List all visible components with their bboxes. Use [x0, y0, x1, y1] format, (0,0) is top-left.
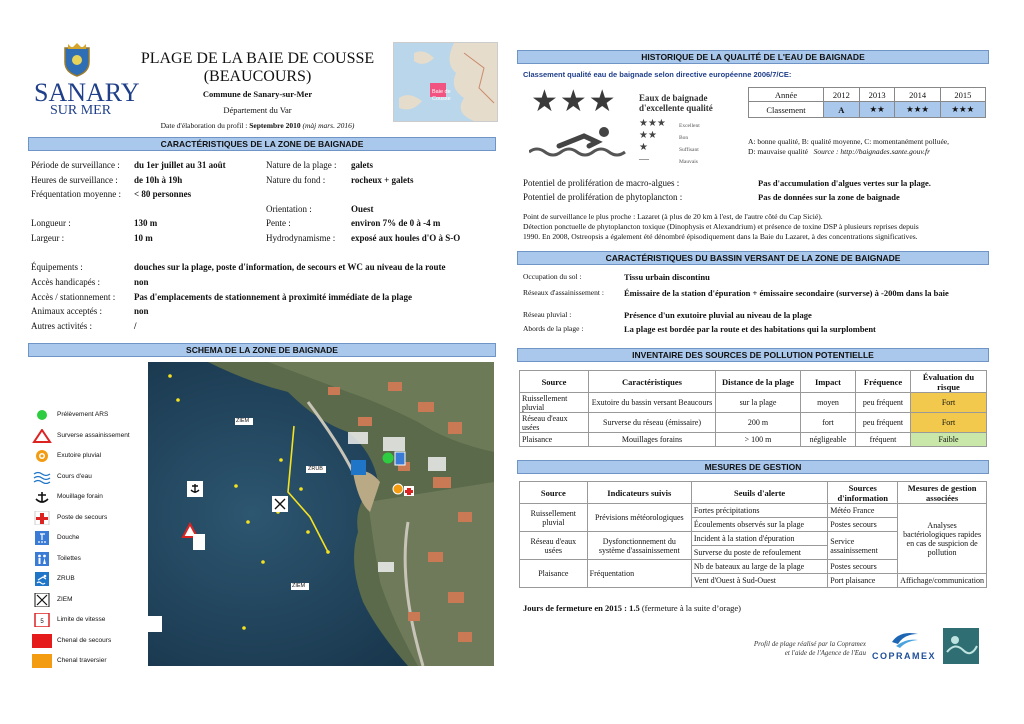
inv-impact: négligeable: [801, 433, 856, 447]
inv-risque: Fort: [911, 393, 987, 413]
classement-header-cell: 2012: [824, 88, 860, 102]
mes-mesure-last: Affichage/communication: [898, 574, 987, 588]
mes-mesure-main: Analyses bactériologiques rapides en cas de suspicion de pollution: [898, 504, 987, 574]
green-dot-icon: [32, 408, 52, 422]
para-line2: Détection ponctuelle de phytoplancton toxique (Dinophysis et Alexandrium) et présence de toxine DSP à plusieurs reprises depuis: [523, 222, 919, 231]
classement-header-cell: 2015: [940, 88, 985, 102]
frequentation-label: Fréquentation moyenne :: [31, 189, 121, 199]
hydro-value: exposé aux houles d'O à S-O: [351, 233, 461, 243]
pente-label: Pente :: [266, 218, 291, 228]
fermeture-note: (fermeture à la suite d’orage): [641, 603, 741, 613]
classement-value: ★★★: [895, 102, 940, 118]
macro-label: Potentiel de prolifération de macro-algues :: [523, 178, 680, 188]
credit: [700, 640, 866, 658]
copramex-text: COPRAMEX: [872, 651, 937, 661]
mes-seuil: Incident à la station d'épuration: [691, 532, 827, 546]
mes-col-header: Seuils d'alerte: [691, 482, 827, 504]
mes-seuil: Écoulements observés sur la plage: [691, 518, 827, 532]
mes-info: Postes secours: [828, 560, 898, 574]
pluvial-label: Réseau pluvial :: [523, 310, 572, 319]
mes-seuil: Fortes précipitations: [691, 504, 827, 518]
legend-label: Cours d'eau: [57, 473, 92, 480]
legend-label: Surverse assainissement: [57, 432, 130, 439]
heures-value: de 10h à 19h: [134, 175, 183, 185]
mes-indicateur: Dysfonctionnement du système d'assainissement: [587, 532, 691, 560]
inv-col-header: Évaluation du risque: [911, 371, 987, 393]
assainissement-label: Réseaux d'assainissement :: [523, 288, 604, 297]
carac-heading: CARACTÉRISTIQUES DE LA ZONE DE BAIGNADE: [28, 137, 496, 151]
autres-value: /: [134, 321, 137, 331]
para-line3: 1990. En 2008, Ostreopsis a également été dénombré épisodiquement dans la Baie du Lazaret, à des concentrations significatives.: [523, 232, 918, 241]
level-bon: Bon: [679, 135, 689, 141]
location-map-label: Baie de Cousse: [432, 89, 451, 102]
fermeture-value: 1.5: [629, 603, 640, 613]
inventaire-table: [519, 370, 987, 447]
aerial-map: [148, 362, 494, 666]
classement-row-label: Classement: [749, 102, 824, 118]
classement-header-row: [749, 88, 986, 102]
periode-value: du 1er juillet au 31 août: [134, 160, 226, 170]
note-line2: D: mauvaise qualité: [748, 147, 808, 156]
quality-legend: [523, 85, 733, 165]
warning-triangle-icon: [32, 429, 52, 443]
mes-source: Ruissellement pluvial: [520, 504, 588, 532]
classement-header-cell: 2014: [895, 88, 940, 102]
acces-value: Pas d'emplacements de stationnement à proximité immédiate de la plage: [134, 292, 413, 302]
nature-plage-label: Nature de la plage :: [266, 160, 337, 170]
schema-heading: SCHEMA DE LA ZONE DE BAIGNADE: [28, 343, 496, 357]
inv-frequence: peu fréquent: [856, 393, 911, 413]
inv-frequence: peu fréquent: [856, 413, 911, 433]
inventaire-header-row: [520, 371, 987, 393]
map-ziem-label-2: ZIEM: [292, 583, 306, 589]
inv-carac: Mouillages forains: [589, 433, 716, 447]
nature-fond-label: Nature du fond :: [266, 175, 326, 185]
macro-value: Pas d'accumulation d'algues vertes sur la plage.: [758, 178, 931, 188]
inv-carac: Surverse du réseau (émissaire): [589, 413, 716, 433]
credit-line1: Profil de plage réalisé par la Copramex: [753, 640, 866, 648]
mes-col-header: Indicateurs suivis: [587, 482, 691, 504]
largeur-label: Largeur :: [31, 233, 65, 243]
inv-distance: sur la plage: [716, 393, 801, 413]
legend-label: ZRUB: [57, 575, 75, 582]
legend-label: ZIEM: [57, 596, 73, 603]
bassin-heading: CARACTÉRISTIQUES DU BASSIN VERSANT DE LA ZONE DE BAIGNADE: [517, 251, 989, 265]
svg-text:5: 5: [40, 619, 44, 625]
legend-rating-stars-icon: ★★★ ★★ ★ —: [639, 118, 666, 165]
swimmer-icon: [32, 572, 52, 586]
copramex-swirl-icon: [890, 628, 920, 650]
coat-of-arms-icon: [62, 42, 92, 78]
equip-label: Équipements :: [31, 262, 83, 272]
orientation-label: Orientation :: [266, 204, 312, 214]
legend-label: Douche: [57, 534, 80, 541]
mes-source: Plaisance: [520, 560, 588, 588]
aerial-map-drawing: [148, 362, 494, 666]
ziem-icon: [32, 593, 52, 607]
date-suffix: (màj mars. 2016): [302, 121, 355, 130]
outlet-icon: [32, 449, 52, 463]
inv-impact: moyen: [801, 393, 856, 413]
classement-value: ★★★: [940, 102, 985, 118]
table-row: [520, 504, 987, 518]
commune-label: Commune de Sanary-sur-Mer: [202, 89, 313, 99]
date-line: [135, 121, 380, 130]
legend-title: [639, 93, 713, 113]
phyto-value: Pas de données sur la zone de baignade: [758, 192, 900, 202]
classement-values-row: [749, 102, 986, 118]
sanary-logo: [28, 40, 140, 120]
location-map-drawing: [394, 43, 497, 121]
big-stars-icon: ★★★: [531, 85, 618, 118]
mesures-heading: MESURES DE GESTION: [517, 460, 989, 474]
credit-line2: et l'aide de l'Agence de l'Eau: [784, 649, 866, 657]
agence-eau-icon: [943, 628, 979, 664]
mesures-table: [519, 481, 987, 588]
logo-line2: SUR MER: [50, 103, 112, 118]
phyto-paragraph: [523, 212, 987, 242]
inv-carac: Exutoire du bassin versant Beaucours: [589, 393, 716, 413]
river-icon: [32, 470, 52, 484]
inv-risque: Fort: [911, 413, 987, 433]
inv-risque: Faible: [911, 433, 987, 447]
mes-seuil: Nb de bateaux au large de la plage: [691, 560, 827, 574]
mes-info: Postes secours: [828, 518, 898, 532]
date-value: Septembre 2010: [249, 121, 301, 130]
handi-value: non: [134, 277, 149, 287]
table-row: [520, 433, 987, 447]
orientation-value: Ouest: [351, 204, 374, 214]
inv-distance: 200 m: [716, 413, 801, 433]
legend-title-line1: Eaux de baignade: [639, 93, 708, 103]
swimmer-icon: [529, 122, 629, 160]
legend-label: Mouillage forain: [57, 493, 103, 500]
red-square-icon: [32, 634, 52, 648]
inv-col-header: Fréquence: [856, 371, 911, 393]
occupation-value: Tissu urbain discontinu: [624, 272, 710, 282]
mes-indicateur: Prévisions météorologiques: [587, 504, 691, 532]
mes-col-header: Mesures de gestion associées: [898, 482, 987, 504]
inv-col-header: Impact: [801, 371, 856, 393]
speed-limit-icon: [32, 613, 52, 627]
date-prefix: Date d'élaboration du profil :: [160, 121, 248, 130]
copramex-logo: [870, 628, 940, 664]
shower-icon: [32, 531, 52, 545]
abords-label: Abords de la plage :: [523, 324, 584, 333]
classement-value: A: [824, 102, 860, 118]
legend-label: Exutoire pluvial: [57, 452, 102, 459]
legend-label: Chenal de secours: [57, 637, 112, 644]
red-cross-icon: [32, 511, 52, 525]
inv-source: Réseau d'eaux usées: [520, 413, 589, 433]
level-excellent: Excellent: [679, 123, 700, 129]
periode-label: Période de surveillance :: [31, 160, 120, 170]
historique-subtitle: Classement qualité eau de baignade selon directive européenne 2006/7/CE:: [523, 70, 792, 79]
historique-heading: HISTORIQUE DE LA QUALITÉ DE L'EAU DE BAIGNADE: [517, 50, 989, 64]
map-ziem-label-1: ZIEM: [236, 418, 250, 424]
departement-label: Département du Var: [223, 105, 292, 115]
inv-source: Plaisance: [520, 433, 589, 447]
source-note: Source : http://baignades.sante.gouv.fr: [813, 147, 931, 156]
legend-label: Limite de vitesse: [57, 616, 106, 623]
agence-eau-logo: [943, 628, 979, 664]
title-line1: PLAGE DE LA BAIE DE COUSSE: [140, 50, 375, 67]
table-row: [520, 393, 987, 413]
legend-label: Prélèvement ARS: [57, 411, 109, 418]
inv-frequence: fréquent: [856, 433, 911, 447]
heures-label: Heures de surveillance :: [31, 175, 118, 185]
anchor-icon: [32, 490, 52, 504]
legend-label: Toilettes: [57, 555, 81, 562]
mes-info: Port plaisance: [828, 574, 898, 588]
nature-plage-value: galets: [351, 160, 373, 170]
location-map: [393, 42, 498, 122]
equip-value: douches sur la plage, poste d'information, de secours et WC au niveau de la route: [134, 262, 446, 272]
handi-label: Accès handicapés :: [31, 277, 100, 287]
legend-rating-labels: [679, 120, 700, 168]
mes-col-header: Sources d'information: [828, 482, 898, 504]
note-line1: A: bonne qualité, B: qualité moyenne, C: momentanément polluée,: [748, 137, 949, 146]
nature-fond-value: rocheux + galets: [351, 175, 414, 185]
swimmer-pictogram: [529, 122, 629, 160]
frequentation-value: < 80 personnes: [134, 189, 192, 199]
level-mauvais: Mauvais: [679, 159, 698, 165]
classement-header-cell: 2013: [859, 88, 895, 102]
mes-info: Météo France: [828, 504, 898, 518]
orange-square-icon: [32, 654, 52, 668]
logo-line1: SANARY: [34, 78, 140, 107]
fermeture-line: [523, 603, 741, 613]
animaux-value: non: [134, 306, 149, 316]
animaux-label: Animaux acceptés :: [31, 306, 102, 316]
classement-table: [748, 87, 986, 118]
abords-value: La plage est bordée par la route et des habitations qui la surplombent: [624, 324, 876, 334]
mes-col-header: Source: [520, 482, 588, 504]
inv-col-header: Source: [520, 371, 589, 393]
mesures-header-row: [520, 482, 987, 504]
inv-distance: > 100 m: [716, 433, 801, 447]
inv-col-header: Caractéristiques: [589, 371, 716, 393]
longueur-label: Longueur :: [31, 218, 71, 228]
mes-info: Service assainissement: [828, 532, 898, 560]
mes-source: Réseau d'eaux usées: [520, 532, 588, 560]
hydro-label: Hydrodynamisme :: [266, 233, 336, 243]
inv-col-header: Distance de la plage: [716, 371, 801, 393]
map-zrub-label: ZRUB: [308, 466, 323, 472]
toilets-icon: [32, 552, 52, 566]
autres-label: Autres activités :: [31, 321, 92, 331]
legend-label: Poste de secours: [57, 514, 108, 521]
title-line2: (BEAUCOURS): [203, 68, 312, 85]
acces-label: Accès / stationnement :: [31, 292, 116, 302]
table-row: [520, 413, 987, 433]
assainissement-value: Émissaire de la station d'épuration + émissaire secondaire (surverse) à -200m dans la baie: [624, 288, 949, 298]
legend-title-line2: d'excellente qualité: [639, 103, 713, 113]
classement-note: [748, 137, 949, 157]
largeur-value: 10 m: [134, 233, 153, 243]
classement-value: ★★: [859, 102, 895, 118]
classement-header-cell: Année: [749, 88, 824, 102]
pluvial-value: Présence d'un exutoire pluvial au niveau de la plage: [624, 310, 812, 320]
fermeture-label: Jours de fermeture en 2015 :: [523, 603, 627, 613]
legend-label: Chenal traversier: [57, 657, 107, 664]
phyto-label: Potentiel de prolifération de phytoplancton :: [523, 192, 683, 202]
longueur-value: 130 m: [134, 218, 158, 228]
para-line1: Point de surveillance le plus proche : Lazaret (à plus de 20 km à l'est, de l'autre côté du Cap Sicié).: [523, 212, 823, 221]
mes-seuil: Vent d'Ouest à Sud-Ouest: [691, 574, 827, 588]
occupation-label: Occupation du sol :: [523, 272, 582, 281]
inv-impact: fort: [801, 413, 856, 433]
inventaire-heading: INVENTAIRE DES SOURCES DE POLLUTION POTENTIELLE: [517, 348, 989, 362]
mes-seuil: Surverse du poste de refoulement: [691, 546, 827, 560]
inv-source: Ruissellement pluvial: [520, 393, 589, 413]
page-title: [135, 50, 380, 86]
mes-indicateur: Fréquentation: [587, 560, 691, 588]
level-suffisant: Suffisant: [679, 147, 699, 153]
pente-value: environ 7% de 0 à -4 m: [351, 218, 441, 228]
